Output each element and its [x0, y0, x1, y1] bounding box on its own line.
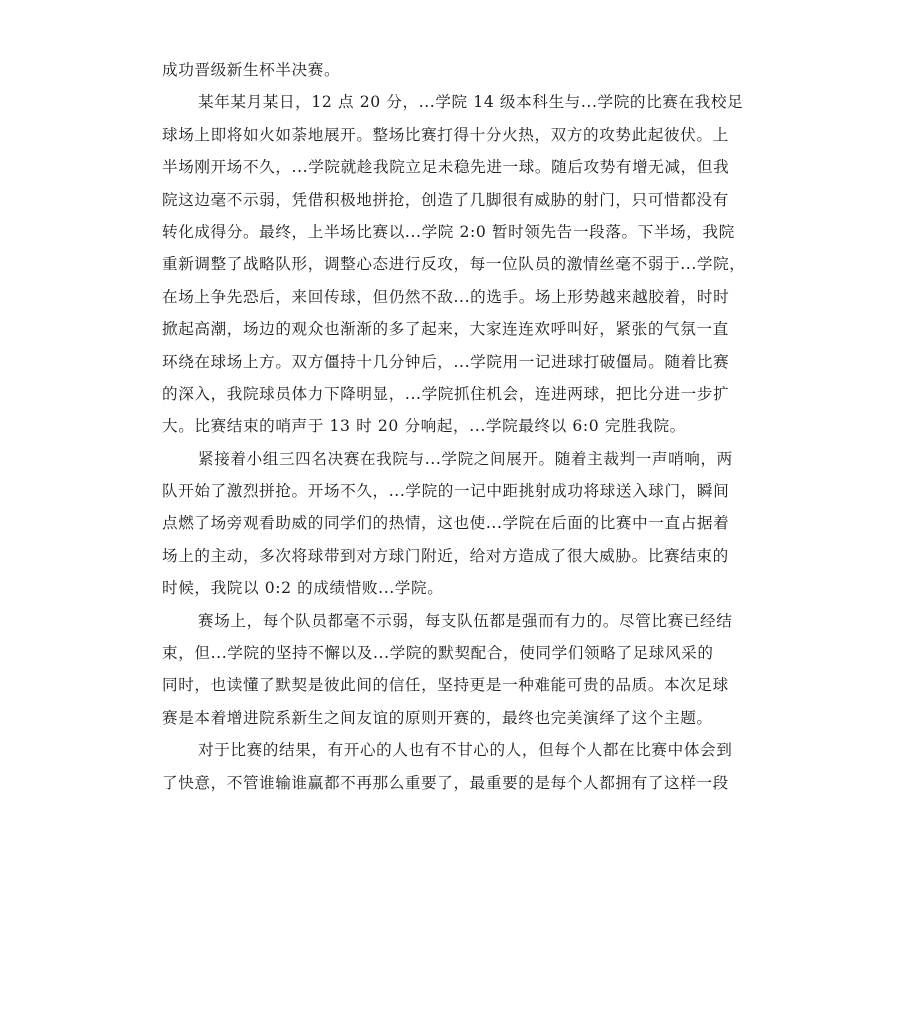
text-line: 束，但...学院的坚持不懈以及...学院的默契配合，使同学们领略了足球风采的	[162, 644, 714, 663]
text-line: 时候，我院以 0:2 的成绩惜败...学院。	[162, 579, 444, 598]
text-line: 重新调整了战略队形，调整心态进行反攻，每一位队员的激情丝毫不弱于...学院，	[162, 255, 746, 274]
text-line: 赛是本着增进院系新生之间友谊的原则开赛的，最终也完美演绎了这个主题。	[162, 708, 713, 727]
text-line: 大。比赛结束的哨声于 13 时 20 分响起，...学院最终以 6:0 完胜我院。	[162, 417, 686, 436]
text-line: 点燃了场旁观看助威的同学们的热情，这也使...学院在后面的比赛中一直占据着	[162, 514, 730, 533]
text-line: 半场刚开场不久，...学院就趁我院立足未稳先进一球。随后攻势有增无减，但我	[162, 158, 730, 177]
text-line: 成功晋级新生杯半决赛。	[162, 61, 341, 79]
text-line: 环绕在球场上方。双方僵持十几分钟后，...学院用一记进球打破僵局。随着比赛	[162, 352, 730, 371]
text-line: 的深入，我院球员体力下降明显，...学院抓住机会，连进两球，把比分进一步扩	[162, 384, 730, 403]
article-body	[162, 54, 760, 799]
paragraph-first-line: 某年某月某日，12 点 20 分，...学院 14 级本科生与...学院的比赛在我校足	[198, 93, 744, 112]
text-line: 了快意，不管谁输谁赢都不再那么重要了，最重要的是每个人都拥有了这样一段	[162, 773, 729, 792]
text-line: 在场上争先恐后，来回传球，但仍然不敌...的选手。场上形势越来越胶着，时时	[162, 287, 730, 306]
text-line: 掀起高潮，场边的观众也渐渐的多了起来，大家连连欢呼叫好，紧张的气氛一直	[162, 320, 729, 339]
text-line: 队开始了激烈拼抢。开场不久，...学院的一记中距挑射成功将球送入球门，瞬间	[162, 482, 730, 501]
text-line: 同时，也读懂了默契是彼此间的信任，坚持更是一种难能可贵的品质。本次足球	[162, 676, 729, 695]
text-line: 场上的主动，多次将球带到对方球门附近，给对方造成了很大威胁。比赛结束的	[162, 546, 729, 565]
text-line: 院这边毫不示弱，凭借积极地拼抢，创造了几脚很有威胁的射门，只可惜都没有	[162, 190, 729, 209]
paragraph-first-line: 紧接着小组三四名决赛在我院与...学院之间展开。随着主裁判一声哨响，两	[198, 449, 733, 468]
text-line: 转化成得分。最终，上半场比赛以...学院 2:0 暂时领先告一段落。下半场，我院	[162, 222, 735, 241]
text-line: 球场上即将如火如荼地展开。整场比赛打得十分火热，双方的攻势此起彼伏。上	[162, 125, 729, 144]
paragraph-first-line: 对于比赛的结果，有开心的人也有不甘心的人，但每个人都在比赛中体会到	[198, 741, 733, 760]
paragraph-first-line: 赛场上，每个队员都毫不示弱，每支队伍都是强而有力的。尽管比赛已经结	[198, 611, 733, 630]
